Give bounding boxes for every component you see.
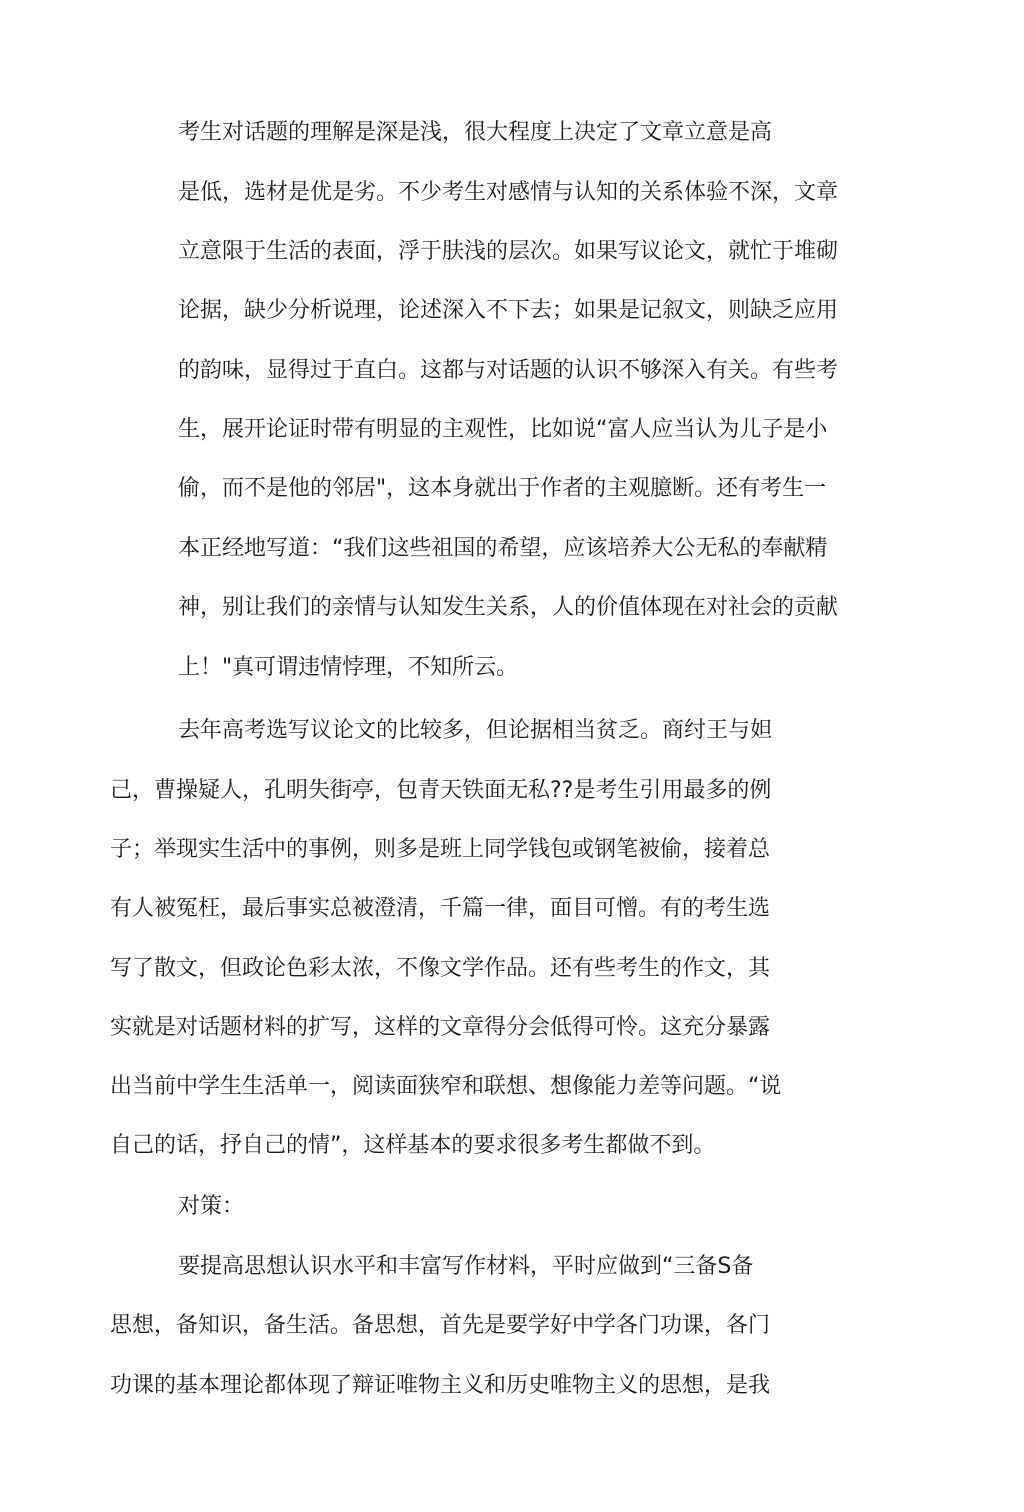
text-line: 的韵味，显得过于直白。这都与对话题的认识不够深入有关。有些考 [178,358,839,383]
text-line: 偷，而不是他的邻居"，这本身就出于作者的主观臆断。还有考生一 [178,476,827,501]
text-line: 思想，备知识，备生活。备思想，首先是要学好中学各门功课，各门 [110,1313,771,1338]
text-line: 考生对话题的理解是深是浅，很大程度上决定了文章立意是高 [178,120,773,145]
text-line: 上！"真可谓违情悖理，不知所云。 [178,655,519,680]
text-line: 功课的基本理论都体现了辩证唯物主义和历史唯物主义的思想，是我 [110,1373,771,1398]
text-line: 神，别让我们的亲情与认知发生关系，人的价值体现在对社会的贡献 [178,595,839,620]
text-line: 论据，缺少分析说理，论述深入不下去；如果是记叙文，则缺乏应用 [178,298,839,323]
text-line: 要提高思想认识水平和丰富写作材料，平时应做到“三备S备 [178,1254,754,1279]
text-line: 生，展开论证时带有明显的主观性，比如说“富人应当认为儿子是小 [178,417,828,442]
text-line: 有人被冤枉，最后事实总被澄清，千篇一律，面目可憎。有的考生选 [110,896,771,921]
text-line: 写了散文，但政论色彩太浓，不像文学作品。还有些考生的作文，其 [110,956,771,981]
text-line: 出当前中学生生活单一，阅读面狭窄和联想、想像能力差等问题。“说 [110,1074,782,1099]
text-line: 立意限于生活的表面，浮于肤浅的层次。如果写议论文，就忙于堆砌 [178,239,839,264]
section-heading: 对策： [178,1194,245,1219]
text-line: 是低，选材是优是劣。不少考生对感情与认知的关系体验不深，文章 [178,180,839,205]
text-line: 去年高考选写议论文的比较多，但论据相当贫乏。商纣王与妲 [178,718,773,743]
text-line: 己，曹操疑人，孔明失街亭，包青天铁面无私??是考生引用最多的例 [110,778,772,803]
text-line: 自己的话，抒自己的情”，这样基本的要求很多考生都做不到。 [110,1133,716,1158]
text-line: 子；举现实生活中的事例，则多是班上同学钱包或钢笔被偷，接着总 [110,837,771,862]
text-line: 实就是对话题材料的扩写，这样的文章得分会低得可怜。这充分暴露 [110,1015,771,1040]
text-line: 本正经地写道：“我们这些祖国的希望，应该培养大公无私的奉献精 [178,536,828,561]
